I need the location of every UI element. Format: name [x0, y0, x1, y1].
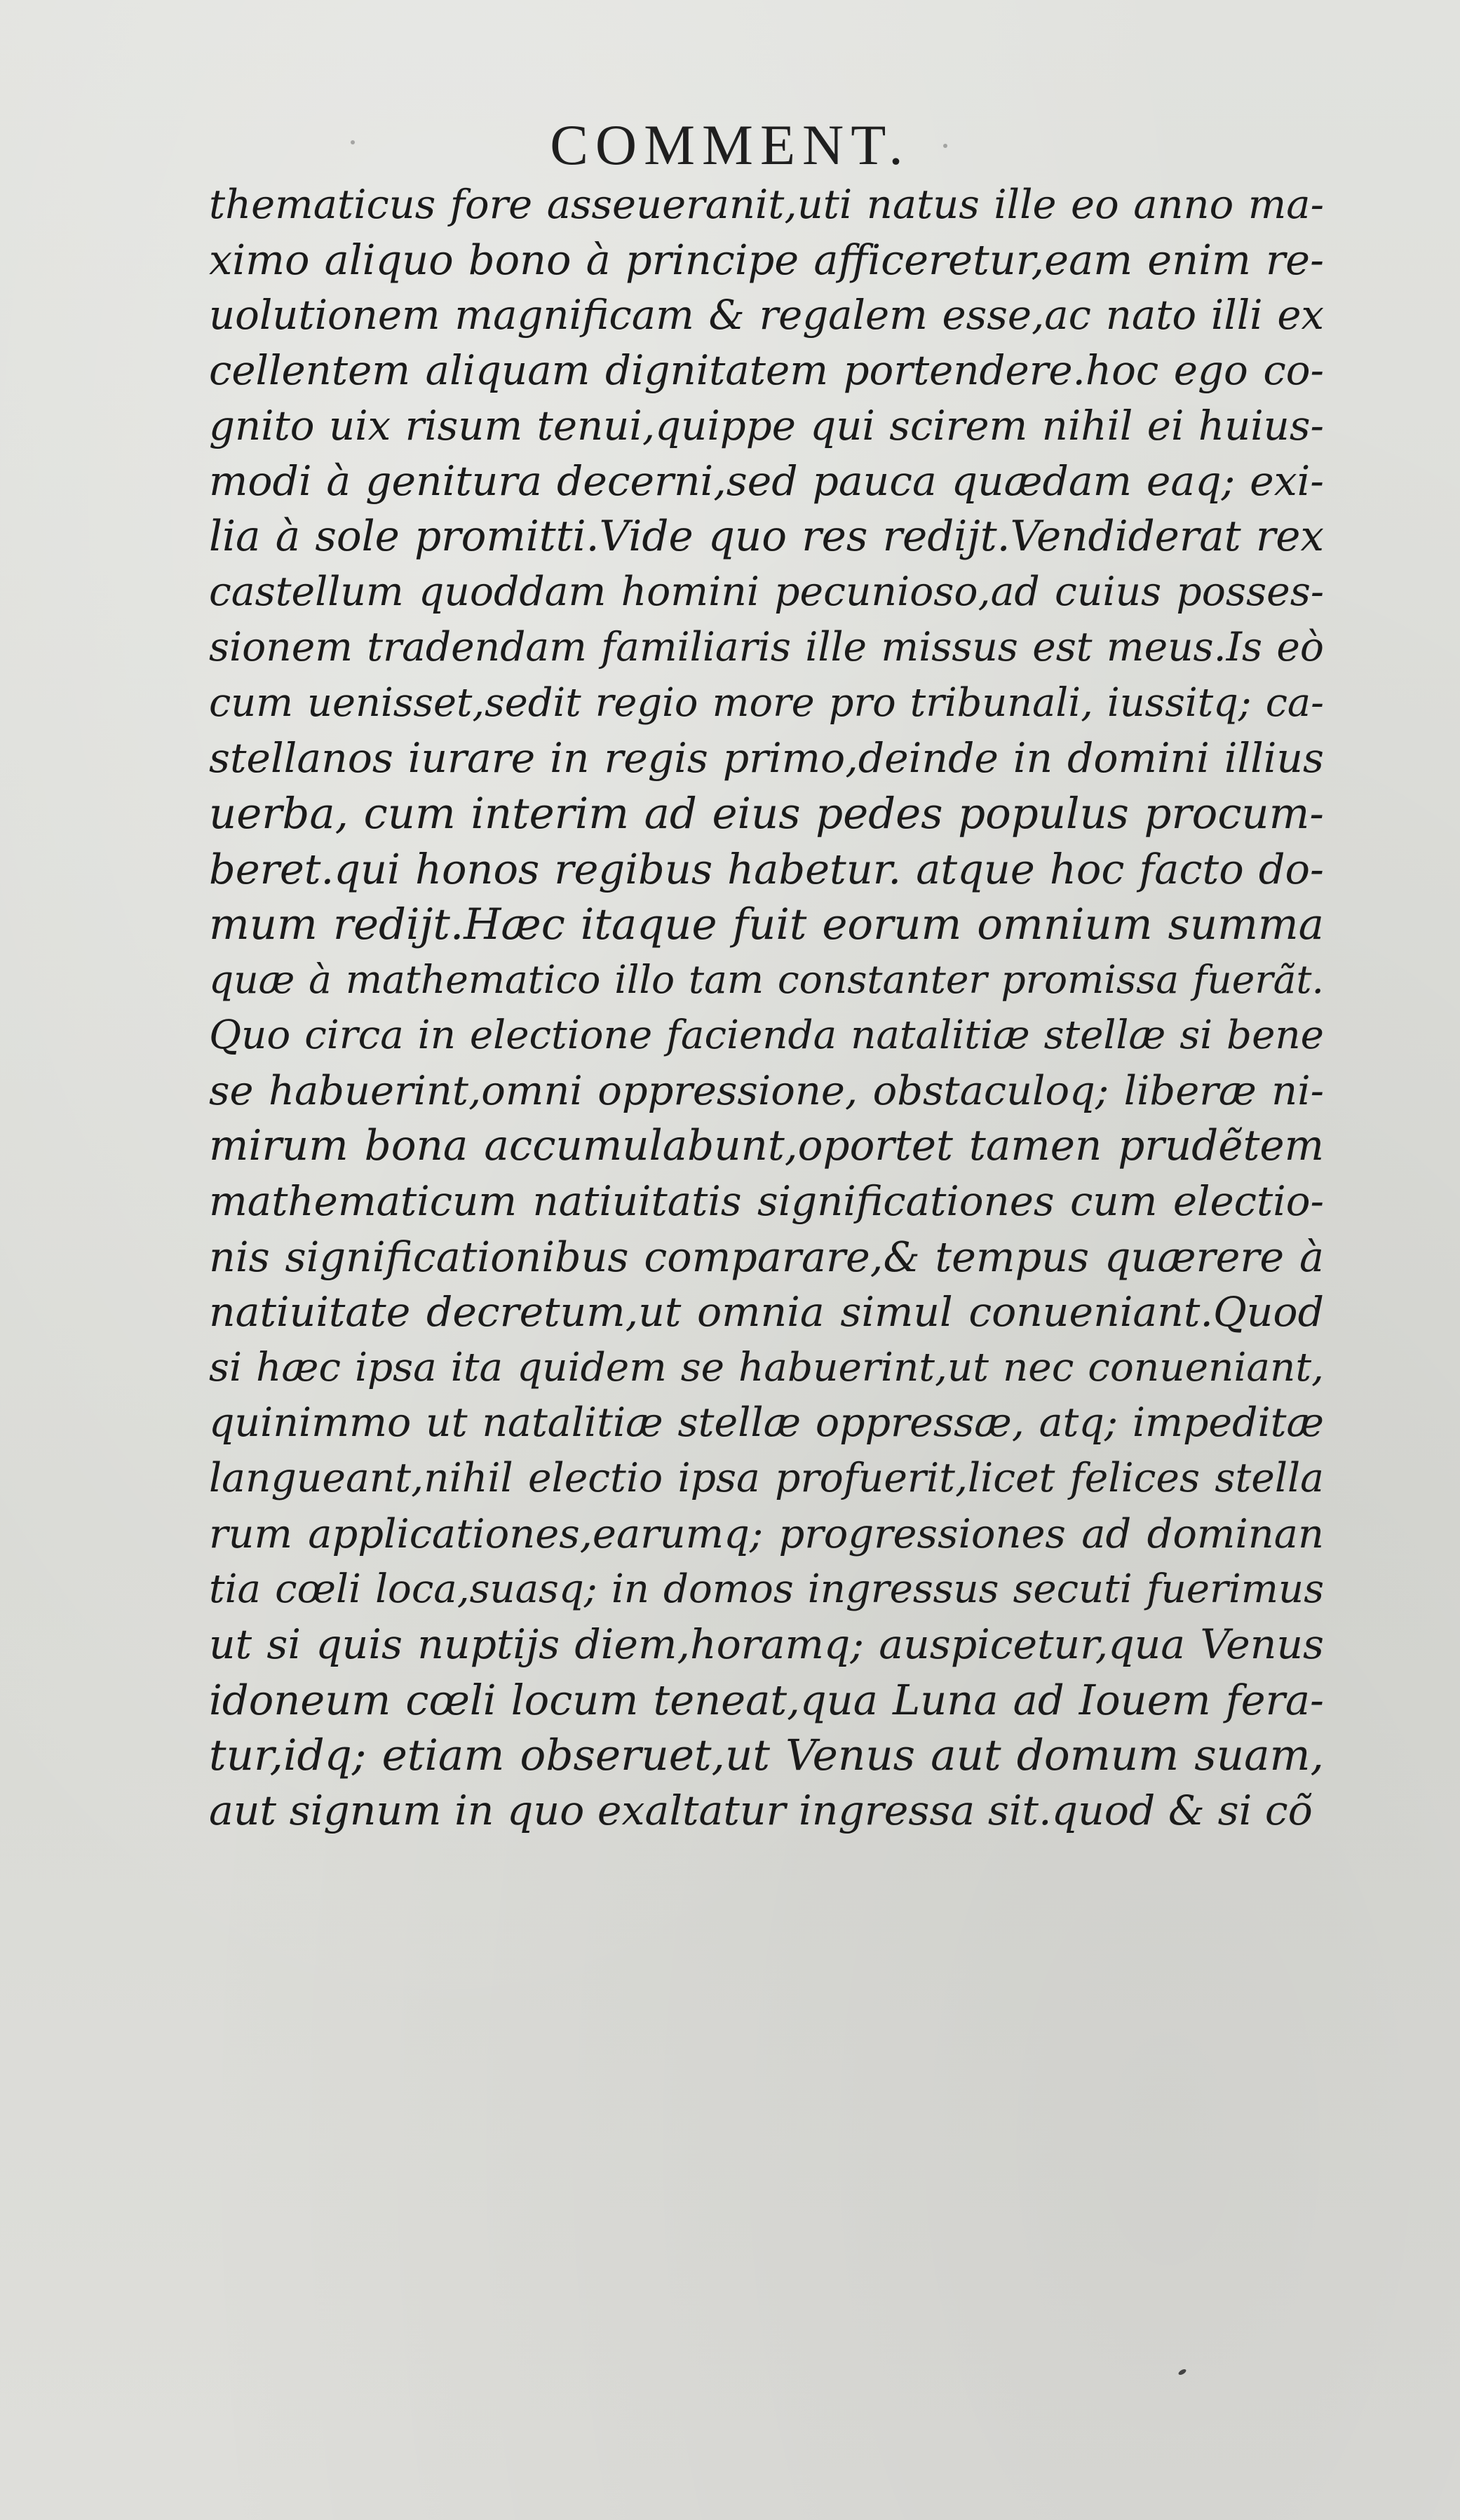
- text-line: uolutionem magnificam & regalem esse,ac nato illi ex: [209, 291, 1324, 339]
- text-line: Quo circa in electione facienda natalitiæ stellæ si bene: [209, 1012, 1324, 1058]
- running-header: COMMENT.: [550, 113, 910, 177]
- text-line: natiuitate decretum,ut omnia simul conueniant.Quod: [209, 1288, 1324, 1336]
- text-line: stellanos iurare in regis primo,deinde in domini illius: [209, 734, 1324, 782]
- text-line: langueant,nihil electio ipsa profuerit,licet felices stella: [209, 1455, 1324, 1501]
- text-line: cellentem aliquam dignitatem portendere.hoc ego co-: [209, 346, 1324, 394]
- text-line: quinimmo ut natalitiæ stellæ oppressæ, atq; impeditæ: [209, 1400, 1324, 1446]
- text-line: mum redijt.Hæc itaque fuit eorum omnium summa: [209, 900, 1324, 949]
- text-line: castellum quoddam homini pecunioso,ad cuius posses-: [209, 569, 1324, 615]
- text-line: uerba, cum interim ad eius pedes populus procum-: [209, 789, 1324, 839]
- text-line: mirum bona accumulabunt,oportet tamen prudẽtem: [209, 1122, 1324, 1170]
- ink-speck: [1177, 2368, 1187, 2376]
- text-line: thematicus fore asseueranit,uti natus ille eo anno ma-: [209, 181, 1324, 228]
- text-line: modi à genitura decerni,sed pauca quædam eaq; exi-: [209, 457, 1324, 505]
- text-line: sionem tradendam familiaris ille missus est meus.Is eò: [209, 624, 1324, 670]
- text-line: tur,idq; etiam obseruet,ut Venus aut domum suam,: [209, 1730, 1324, 1780]
- text-line: rum applicationes,earumq; progressiones ad dominan: [209, 1510, 1324, 1557]
- ink-speck: [351, 140, 355, 144]
- text-line: ut si quis nuptijs diem,horamq; auspicetur,qua Venus: [209, 1620, 1324, 1668]
- text-line: lia à sole promitti.Vide quo res redijt.Vendiderat rex: [209, 513, 1324, 561]
- text-line: quæ à mathematico illo tam constanter promissa fuerãt.: [209, 957, 1324, 1002]
- text-line: beret.qui honos regibus habetur. atque hoc facto do-: [209, 845, 1324, 893]
- text-line: ximo aliquo bono à principe afficeretur,eam enim re-: [209, 236, 1324, 284]
- text-line: nis significationibus comparare,& tempus quærere à: [209, 1233, 1324, 1281]
- text-line: mathematicum natiuitatis significationes cum electio-: [209, 1177, 1324, 1225]
- text-line: tia cœli loca,suasq; in domos ingressus secuti fuerimus: [209, 1566, 1324, 1612]
- text-line: gnito uix risum tenui,quippe qui scirem nihil ei huius-: [209, 402, 1324, 449]
- ink-speck: [943, 144, 947, 148]
- text-line: cum uenisset,sedit regio more pro tribunali, iussitq; ca-: [209, 680, 1324, 726]
- text-line: se habuerint,omni oppressione, obstaculoq; liberæ ni-: [209, 1067, 1324, 1114]
- text-line: aut signum in quo exaltatur ingressa sit.quod & si cõ: [209, 1787, 1313, 1834]
- text-line: idoneum cœli locum teneat,qua Luna ad Iouem fera-: [209, 1676, 1324, 1724]
- body-text: [209, 177, 1324, 1838]
- text-line: si hæc ipsa ita quidem se habuerint,ut nec conueniant,: [209, 1345, 1324, 1390]
